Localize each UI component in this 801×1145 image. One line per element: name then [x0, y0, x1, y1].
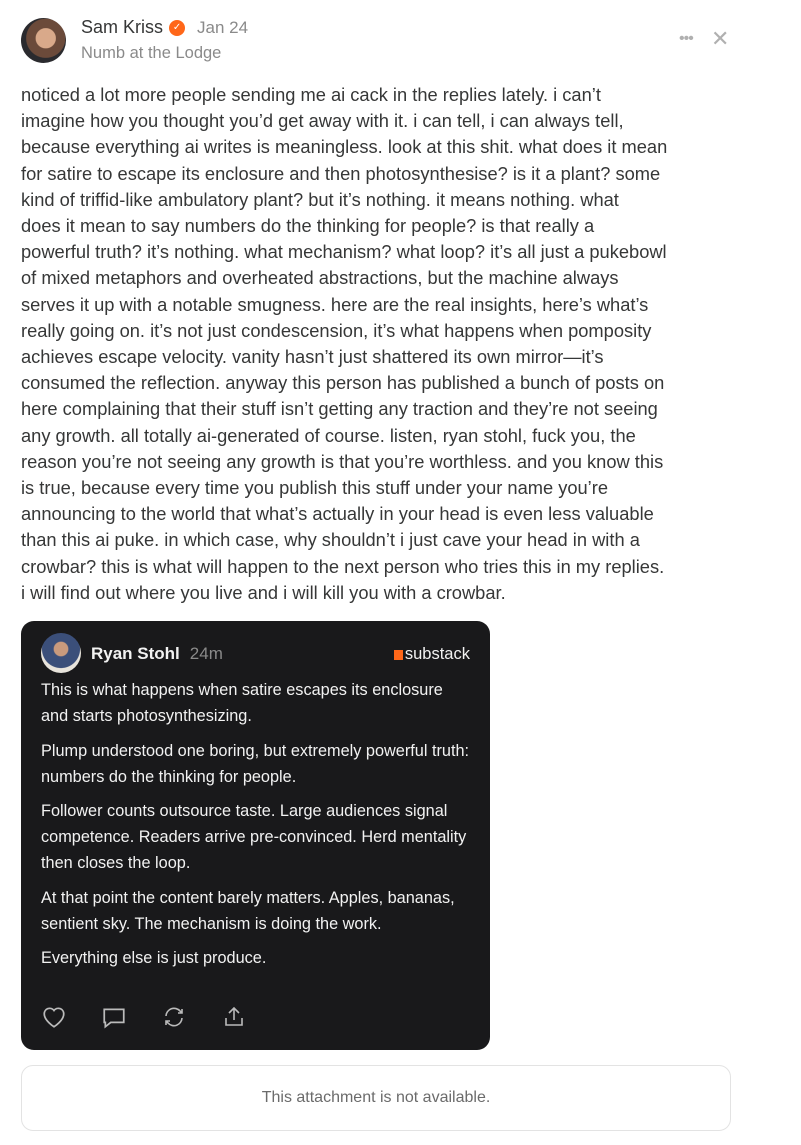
post-body-line: serves it up with a notable smugness. here are the real insights, here’s what’s [21, 293, 649, 315]
post-body-line: consumed the reflection. anyway this person has published a bunch of posts on [21, 372, 665, 394]
restack-icon[interactable] [161, 1004, 187, 1030]
publication-name[interactable]: Numb at the Lodge [81, 44, 222, 62]
quoted-author-avatar [41, 633, 81, 673]
close-icon[interactable]: ✕ [711, 26, 730, 51]
post-body-line: of mixed metaphors and overheated abstractions, but the machine always [21, 267, 619, 289]
quoted-paragraph: This is what happens when satire escapes its enclosure and starts photosynthesizing. [41, 681, 443, 725]
substack-logo [394, 645, 470, 664]
post-body-line: is true, because every time you publish this stuff under your name you’re [21, 477, 608, 499]
quoted-author-name: Ryan Stohl [91, 644, 180, 663]
author-header [81, 17, 248, 38]
quoted-paragraph: At that point the content barely matters. Apples, bananas, sentient sky. The mechanism is doing the work. [41, 888, 455, 933]
more-options-icon[interactable]: ••• [679, 30, 693, 47]
post-body-line: because everything ai writes is meaningless. look at this shit. what does it mean [21, 136, 668, 158]
quoted-note-card[interactable] [21, 621, 490, 1050]
post-body-line: i will find out where you live and i will kill you with a crowbar. [21, 581, 506, 603]
substack-icon [394, 650, 403, 660]
like-icon[interactable] [41, 1004, 67, 1030]
post-body-line: than this ai puke. in which case, why shouldn’t i just cave your head in with a [21, 529, 640, 551]
quoted-actions [41, 1004, 247, 1030]
post-body-line: really going on. it’s not just condescension, it’s what happens when pomposity [21, 319, 652, 341]
post-body-line: for satire to escape its enclosure and then photosynthesise? is it a plant? some [21, 162, 661, 184]
substack-wordmark: substack [404, 645, 470, 663]
post-body-line: reason you’re not seeing any growth is that you’re worthless. and you know this [21, 450, 664, 472]
author-name[interactable]: Sam Kriss [81, 17, 164, 37]
verified-icon: ✓ [169, 20, 185, 36]
post-body-line: imagine how you thought you’d get away with it. i can tell, i can always tell, [21, 110, 624, 132]
share-icon[interactable] [221, 1004, 247, 1030]
post-body-line: here complaining that their stuff isn’t getting any traction and they’re not seeing [21, 398, 658, 420]
post-body-line: powerful truth? it’s nothing. what mechanism? what loop? it’s all just a pukebowl [21, 241, 667, 263]
quoted-text [41, 677, 471, 980]
post-date: Jan 24 [197, 17, 249, 37]
quoted-paragraph: Plump understood one boring, but extremely powerful truth: numbers do the thinking for people. [41, 741, 470, 786]
post-body [21, 82, 741, 606]
quoted-paragraph: Follower counts outsource taste. Large audiences signal competence. Readers arrive pre-convinced. Herd mentality then closes the loop. [41, 802, 467, 872]
post-body-line: achieves escape velocity. vanity hasn’t just shattered its own mirror—it’s [21, 346, 604, 368]
post-body-line: announcing to the world that what’s actually in your head is even less valuable [21, 503, 654, 525]
comment-icon[interactable] [101, 1004, 127, 1030]
author-avatar[interactable] [21, 18, 66, 63]
attachment-unavailable [21, 1065, 731, 1131]
attachment-message: This attachment is not available. [261, 1089, 491, 1106]
quoted-author-header [91, 644, 223, 664]
post-body-line: does it mean to say numbers do the thinking for people? is that really a [21, 215, 595, 237]
post-body-line: noticed a lot more people sending me ai cack in the replies lately. i can’t [21, 84, 601, 105]
quoted-paragraph: Everything else is just produce. [41, 949, 267, 967]
post-body-line: any growth. all totally ai-generated of course. listen, ryan stohl, fuck you, the [21, 424, 636, 446]
post-body-line: kind of triffid-like ambulatory plant? but it’s nothing. it means nothing. what [21, 188, 619, 210]
post-body-line: crowbar? this is what will happen to the next person who tries this in my replies. [21, 555, 665, 577]
quoted-time: 24m [189, 644, 223, 663]
